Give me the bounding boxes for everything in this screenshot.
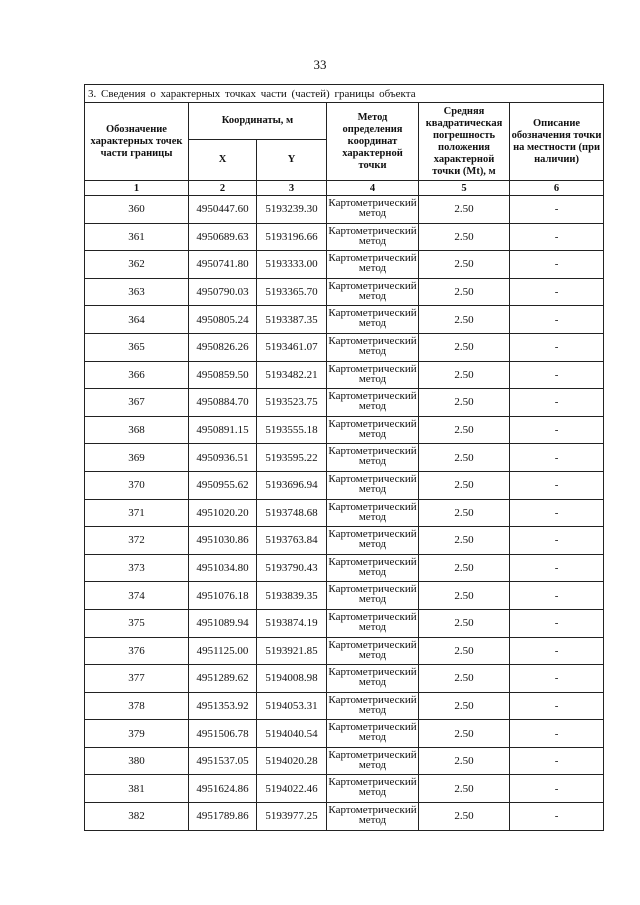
x-coordinate-cell: 4950891.15 bbox=[189, 416, 257, 444]
accuracy-cell: 2.50 bbox=[419, 389, 510, 417]
x-coordinate-cell: 4951030.86 bbox=[189, 527, 257, 555]
method-line2: метод bbox=[358, 565, 387, 578]
description-cell: - bbox=[510, 251, 604, 279]
table-row bbox=[85, 333, 604, 361]
table-row bbox=[85, 637, 604, 665]
method-cell bbox=[327, 803, 419, 831]
header-description: Описание обозначения точки на местности (при наличии) bbox=[510, 103, 604, 181]
method-line2: метод bbox=[358, 648, 387, 661]
method-line2: метод bbox=[358, 427, 387, 440]
method-cell bbox=[327, 582, 419, 610]
point-id-cell: 361 bbox=[85, 223, 189, 251]
description-cell: - bbox=[510, 775, 604, 803]
table-row bbox=[85, 720, 604, 748]
y-coordinate-cell: 5194040.54 bbox=[257, 720, 327, 748]
accuracy-cell: 2.50 bbox=[419, 306, 510, 334]
method-cell bbox=[327, 747, 419, 775]
point-id-cell: 370 bbox=[85, 471, 189, 499]
x-coordinate-cell: 4951076.18 bbox=[189, 582, 257, 610]
method-line2: метод bbox=[358, 786, 387, 799]
description-cell: - bbox=[510, 692, 604, 720]
point-id-cell: 362 bbox=[85, 251, 189, 279]
method-cell bbox=[327, 527, 419, 555]
y-coordinate-cell: 5193196.66 bbox=[257, 223, 327, 251]
method-line2: метод bbox=[358, 262, 387, 275]
y-coordinate-cell: 5193595.22 bbox=[257, 444, 327, 472]
table-row bbox=[85, 527, 604, 555]
method-cell bbox=[327, 361, 419, 389]
method-cell bbox=[327, 499, 419, 527]
method-line2: метод bbox=[358, 234, 387, 247]
accuracy-cell: 2.50 bbox=[419, 416, 510, 444]
table-row bbox=[85, 196, 604, 224]
point-id-cell: 366 bbox=[85, 361, 189, 389]
method-line2: метод bbox=[358, 593, 387, 606]
method-cell bbox=[327, 196, 419, 224]
accuracy-cell: 2.50 bbox=[419, 361, 510, 389]
description-cell: - bbox=[510, 499, 604, 527]
x-coordinate-cell: 4950936.51 bbox=[189, 444, 257, 472]
description-cell: - bbox=[510, 637, 604, 665]
x-coordinate-cell: 4950955.62 bbox=[189, 471, 257, 499]
method-line2: метод bbox=[358, 400, 387, 413]
accuracy-cell: 2.50 bbox=[419, 471, 510, 499]
description-cell: - bbox=[510, 471, 604, 499]
x-coordinate-cell: 4950447.60 bbox=[189, 196, 257, 224]
accuracy-cell: 2.50 bbox=[419, 278, 510, 306]
method-line2: метод bbox=[358, 482, 387, 495]
method-cell bbox=[327, 251, 419, 279]
accuracy-cell: 2.50 bbox=[419, 747, 510, 775]
method-cell bbox=[327, 775, 419, 803]
accuracy-cell: 2.50 bbox=[419, 775, 510, 803]
method-line1: Картометрический bbox=[328, 804, 417, 817]
table-row bbox=[85, 306, 604, 334]
method-line1: Картометрический bbox=[328, 224, 417, 237]
method-line2: метод bbox=[358, 676, 387, 689]
x-coordinate-cell: 4950790.03 bbox=[189, 278, 257, 306]
description-cell: - bbox=[510, 665, 604, 693]
method-line1: Картометрический bbox=[328, 307, 417, 320]
method-cell bbox=[327, 278, 419, 306]
description-cell: - bbox=[510, 444, 604, 472]
point-id-cell: 368 bbox=[85, 416, 189, 444]
method-line1: Картометрический bbox=[328, 583, 417, 596]
method-line1: Картометрический bbox=[328, 638, 417, 651]
description-cell: - bbox=[510, 582, 604, 610]
method-line2: метод bbox=[358, 207, 387, 219]
table-row bbox=[85, 251, 604, 279]
method-line2: метод bbox=[358, 372, 387, 385]
method-cell bbox=[327, 471, 419, 499]
point-id-cell: 375 bbox=[85, 609, 189, 637]
accuracy-cell: 2.50 bbox=[419, 554, 510, 582]
point-id-cell: 365 bbox=[85, 333, 189, 361]
method-cell bbox=[327, 444, 419, 472]
accuracy-cell: 2.50 bbox=[419, 720, 510, 748]
table-row bbox=[85, 554, 604, 582]
method-line1: Картометрический bbox=[328, 252, 417, 265]
y-coordinate-cell: 5194053.31 bbox=[257, 692, 327, 720]
accuracy-cell: 2.50 bbox=[419, 251, 510, 279]
x-coordinate-cell: 4951089.94 bbox=[189, 609, 257, 637]
point-id-cell: 360 bbox=[85, 196, 189, 224]
method-cell bbox=[327, 306, 419, 334]
table-body bbox=[85, 196, 604, 831]
point-id-cell: 363 bbox=[85, 278, 189, 306]
header-method: Метод определения координат характерной точки bbox=[327, 103, 419, 181]
x-coordinate-cell: 4951624.86 bbox=[189, 775, 257, 803]
column-number: 2 bbox=[189, 181, 257, 196]
y-coordinate-cell: 5193461.07 bbox=[257, 333, 327, 361]
y-coordinate-cell: 5193482.21 bbox=[257, 361, 327, 389]
x-coordinate-cell: 4951125.00 bbox=[189, 637, 257, 665]
accuracy-cell: 2.50 bbox=[419, 609, 510, 637]
table-row bbox=[85, 471, 604, 499]
method-line1: Картометрический bbox=[328, 417, 417, 430]
point-id-cell: 382 bbox=[85, 803, 189, 831]
point-id-cell: 369 bbox=[85, 444, 189, 472]
point-id-cell: 373 bbox=[85, 554, 189, 582]
header-coordinates: Координаты, м bbox=[189, 103, 327, 140]
x-coordinate-cell: 4951020.20 bbox=[189, 499, 257, 527]
x-coordinate-cell: 4951506.78 bbox=[189, 720, 257, 748]
method-line1: Картометрический bbox=[328, 445, 417, 458]
description-cell: - bbox=[510, 554, 604, 582]
point-id-cell: 379 bbox=[85, 720, 189, 748]
description-cell: - bbox=[510, 361, 604, 389]
x-coordinate-cell: 4951789.86 bbox=[189, 803, 257, 831]
x-coordinate-cell: 4950805.24 bbox=[189, 306, 257, 334]
y-coordinate-cell: 5193365.70 bbox=[257, 278, 327, 306]
method-cell bbox=[327, 223, 419, 251]
method-cell bbox=[327, 665, 419, 693]
x-coordinate-cell: 4950741.80 bbox=[189, 251, 257, 279]
method-line2: метод bbox=[358, 620, 387, 633]
method-line1: Картометрический bbox=[328, 472, 417, 485]
header-x: X bbox=[189, 140, 257, 181]
method-line1: Картометрический bbox=[328, 721, 417, 734]
method-line2: метод bbox=[358, 538, 387, 551]
method-cell bbox=[327, 609, 419, 637]
y-coordinate-cell: 5193763.84 bbox=[257, 527, 327, 555]
method-line1: Картометрический bbox=[328, 528, 417, 541]
y-coordinate-cell: 5193333.00 bbox=[257, 251, 327, 279]
method-line2: метод bbox=[358, 758, 387, 771]
table-row bbox=[85, 278, 604, 306]
point-id-cell: 372 bbox=[85, 527, 189, 555]
point-id-cell: 377 bbox=[85, 665, 189, 693]
column-number: 6 bbox=[510, 181, 604, 196]
y-coordinate-cell: 5193555.18 bbox=[257, 416, 327, 444]
table-row bbox=[85, 692, 604, 720]
description-cell: - bbox=[510, 720, 604, 748]
x-coordinate-cell: 4951353.92 bbox=[189, 692, 257, 720]
table-row bbox=[85, 582, 604, 610]
method-line1: Картометрический bbox=[328, 776, 417, 789]
point-id-cell: 381 bbox=[85, 775, 189, 803]
method-line1: Картометрический bbox=[328, 555, 417, 568]
y-coordinate-cell: 5193748.68 bbox=[257, 499, 327, 527]
table-row bbox=[85, 665, 604, 693]
method-line2: метод bbox=[358, 731, 387, 744]
method-line2: метод bbox=[358, 814, 387, 827]
point-id-cell: 367 bbox=[85, 389, 189, 417]
column-number: 5 bbox=[419, 181, 510, 196]
method-cell bbox=[327, 333, 419, 361]
method-cell bbox=[327, 416, 419, 444]
y-coordinate-cell: 5193239.30 bbox=[257, 196, 327, 224]
method-cell bbox=[327, 692, 419, 720]
y-coordinate-cell: 5193790.43 bbox=[257, 554, 327, 582]
method-cell bbox=[327, 637, 419, 665]
method-line1: Картометрический bbox=[328, 334, 417, 347]
method-line1: Картометрический bbox=[328, 362, 417, 375]
table-row bbox=[85, 499, 604, 527]
x-coordinate-cell: 4950826.26 bbox=[189, 333, 257, 361]
x-coordinate-cell: 4951289.62 bbox=[189, 665, 257, 693]
point-id-cell: 371 bbox=[85, 499, 189, 527]
description-cell: - bbox=[510, 223, 604, 251]
accuracy-cell: 2.50 bbox=[419, 223, 510, 251]
accuracy-cell: 2.50 bbox=[419, 196, 510, 224]
table-row bbox=[85, 775, 604, 803]
description-cell: - bbox=[510, 389, 604, 417]
accuracy-cell: 2.50 bbox=[419, 333, 510, 361]
x-coordinate-cell: 4950884.70 bbox=[189, 389, 257, 417]
point-id-cell: 378 bbox=[85, 692, 189, 720]
accuracy-cell: 2.50 bbox=[419, 637, 510, 665]
method-line1: Картометрический bbox=[328, 748, 417, 761]
section-title: 3. Сведения о характерных точках части (частей) границы объекта bbox=[85, 85, 604, 103]
header-point-designation: Обозначение характерных точек части границы bbox=[85, 103, 189, 181]
description-cell: - bbox=[510, 609, 604, 637]
x-coordinate-cell: 4951537.05 bbox=[189, 747, 257, 775]
y-coordinate-cell: 5194020.28 bbox=[257, 747, 327, 775]
header-accuracy: Средняя квадратическая погрешность положения характерной точки (Mt), м bbox=[419, 103, 510, 181]
accuracy-cell: 2.50 bbox=[419, 444, 510, 472]
column-number-row bbox=[85, 181, 604, 196]
y-coordinate-cell: 5194022.46 bbox=[257, 775, 327, 803]
method-line2: метод bbox=[358, 510, 387, 523]
point-id-cell: 380 bbox=[85, 747, 189, 775]
description-cell: - bbox=[510, 416, 604, 444]
y-coordinate-cell: 5193839.35 bbox=[257, 582, 327, 610]
description-cell: - bbox=[510, 333, 604, 361]
y-coordinate-cell: 5193523.75 bbox=[257, 389, 327, 417]
accuracy-cell: 2.50 bbox=[419, 692, 510, 720]
method-line2: метод bbox=[358, 703, 387, 716]
column-number: 4 bbox=[327, 181, 419, 196]
method-line2: метод bbox=[358, 455, 387, 468]
method-line1: Картометрический bbox=[328, 610, 417, 623]
method-cell bbox=[327, 554, 419, 582]
method-line1: Картометрический bbox=[328, 390, 417, 403]
table-row bbox=[85, 389, 604, 417]
point-id-cell: 374 bbox=[85, 582, 189, 610]
y-coordinate-cell: 5193977.25 bbox=[257, 803, 327, 831]
description-cell: - bbox=[510, 278, 604, 306]
method-line1: Картометрический bbox=[328, 197, 417, 209]
table-row bbox=[85, 747, 604, 775]
y-coordinate-cell: 5193921.85 bbox=[257, 637, 327, 665]
header-y: Y bbox=[257, 140, 327, 181]
table-row bbox=[85, 444, 604, 472]
y-coordinate-cell: 5194008.98 bbox=[257, 665, 327, 693]
method-line1: Картометрический bbox=[328, 500, 417, 513]
method-line1: Картометрический bbox=[328, 666, 417, 679]
point-id-cell: 364 bbox=[85, 306, 189, 334]
description-cell: - bbox=[510, 803, 604, 831]
x-coordinate-cell: 4951034.80 bbox=[189, 554, 257, 582]
accuracy-cell: 2.50 bbox=[419, 527, 510, 555]
accuracy-cell: 2.50 bbox=[419, 665, 510, 693]
description-cell: - bbox=[510, 747, 604, 775]
point-id-cell: 376 bbox=[85, 637, 189, 665]
table-row bbox=[85, 361, 604, 389]
method-cell bbox=[327, 720, 419, 748]
column-number: 1 bbox=[85, 181, 189, 196]
description-cell: - bbox=[510, 196, 604, 224]
y-coordinate-cell: 5193874.19 bbox=[257, 609, 327, 637]
table-row bbox=[85, 609, 604, 637]
accuracy-cell: 2.50 bbox=[419, 803, 510, 831]
method-line2: метод bbox=[358, 289, 387, 302]
accuracy-cell: 2.50 bbox=[419, 499, 510, 527]
x-coordinate-cell: 4950689.63 bbox=[189, 223, 257, 251]
method-cell bbox=[327, 389, 419, 417]
x-coordinate-cell: 4950859.50 bbox=[189, 361, 257, 389]
method-line1: Картометрический bbox=[328, 279, 417, 292]
y-coordinate-cell: 5193387.35 bbox=[257, 306, 327, 334]
column-number: 3 bbox=[257, 181, 327, 196]
y-coordinate-cell: 5193696.94 bbox=[257, 471, 327, 499]
table-row bbox=[85, 416, 604, 444]
page-number: 33 bbox=[313, 57, 327, 72]
accuracy-cell: 2.50 bbox=[419, 582, 510, 610]
table-row bbox=[85, 223, 604, 251]
method-line2: метод bbox=[358, 344, 387, 357]
table-row bbox=[85, 803, 604, 831]
method-line1: Картометрический bbox=[328, 693, 417, 706]
description-cell: - bbox=[510, 527, 604, 555]
description-cell: - bbox=[510, 306, 604, 334]
method-line2: метод bbox=[358, 317, 387, 330]
boundary-points-table bbox=[84, 84, 604, 831]
